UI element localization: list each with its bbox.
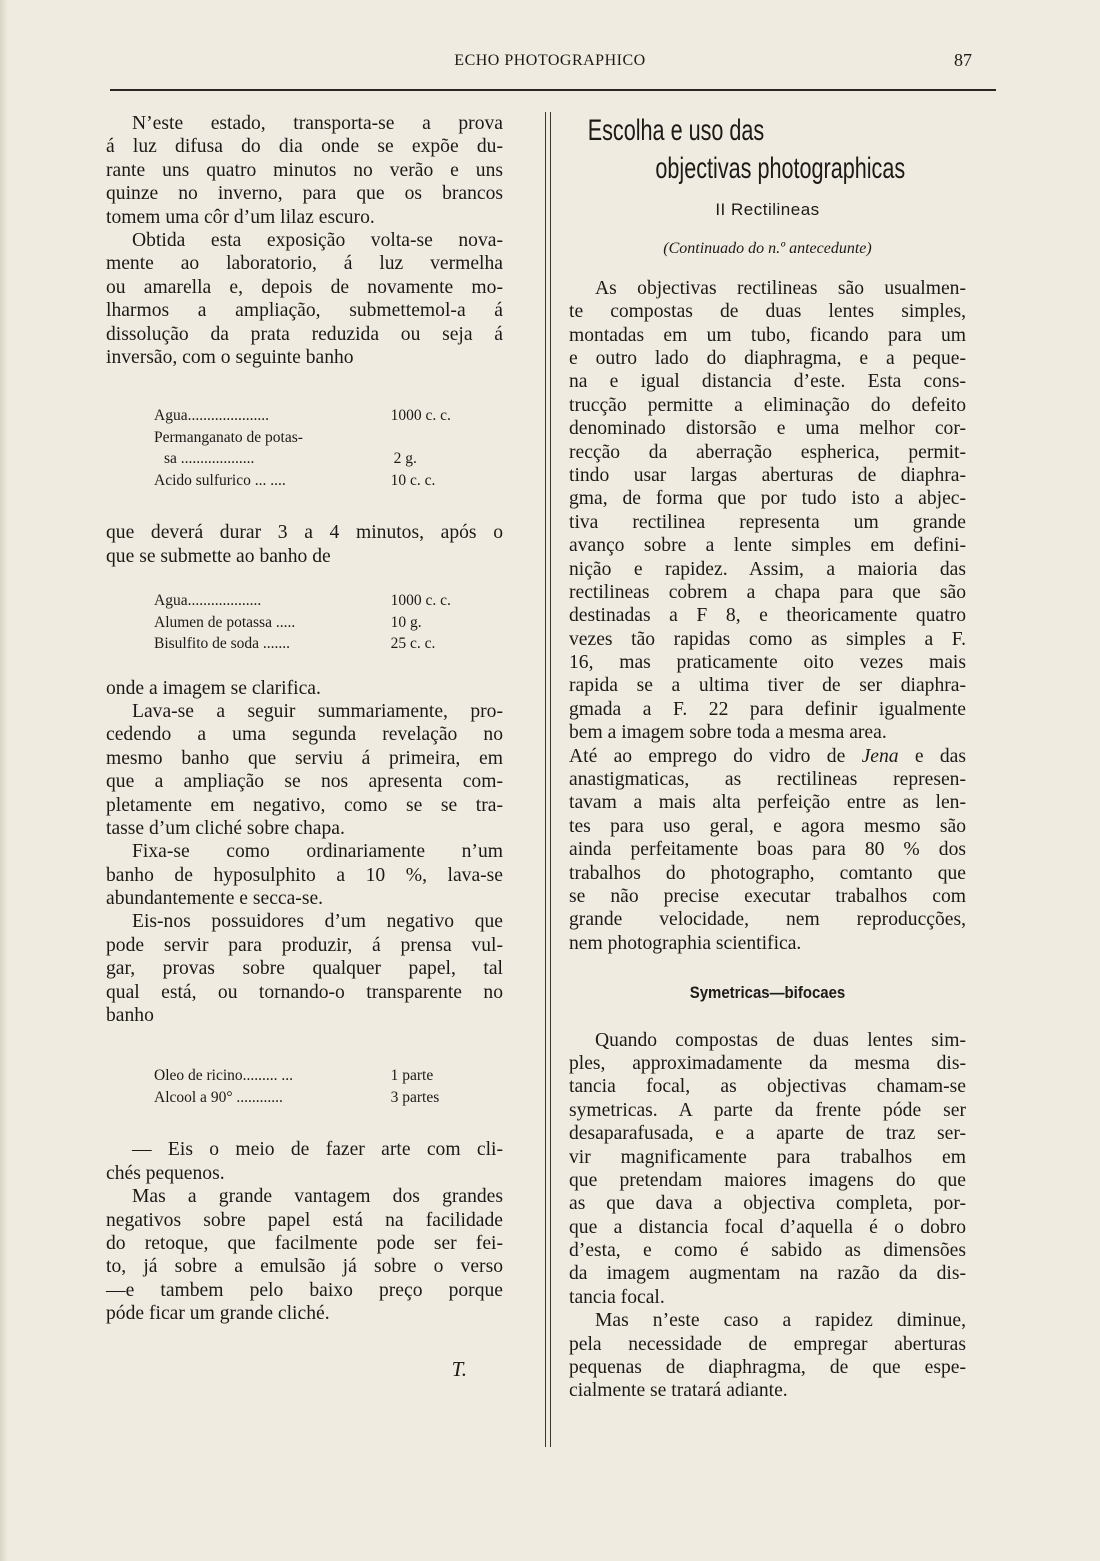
amount — [381, 427, 490, 449]
text-line: mesmo banho que serviu á primeira, em — [106, 747, 503, 769]
text-line: as que dava a objectiva completa, por- — [569, 1193, 966, 1215]
amount: 10 g. — [390, 613, 422, 631]
text-line: rapida se a ultima tiver de ser diaphra- — [569, 675, 966, 697]
recipe-table-1 — [154, 405, 490, 491]
paragraph — [569, 1029, 966, 1310]
paragraph — [569, 745, 966, 956]
text-line: vezes tão rapidas como as simples a F. — [569, 628, 966, 650]
recipe-row — [154, 612, 490, 634]
page-number: 87 — [954, 50, 972, 70]
recipe-row — [154, 470, 490, 492]
amount: 2 g. — [393, 450, 417, 468]
text-line: cedendo a uma segunda revelação no — [106, 724, 503, 746]
text-line: avanço sobre a lente simples em defini- — [569, 535, 966, 557]
text-line: tiva rectilinea representa um grande — [569, 511, 966, 533]
paragraph — [106, 1138, 503, 1185]
section-subheading: Symetricas—bifocaes — [689, 983, 846, 1003]
text-line: Até ao emprego do vidro de Jena e das — [569, 745, 966, 767]
amount: 1 parte — [390, 1067, 434, 1085]
text-line: ou amarella e, depois de novamente mo- — [106, 276, 503, 298]
paragraph — [106, 521, 503, 568]
text-line: Mas n’este caso a rapidez diminue, — [595, 1310, 966, 1332]
text-line: tasse d’um cliché sobre chapa. — [106, 817, 345, 839]
text-line: que a ampliação se nos apresenta com- — [106, 771, 503, 793]
text-line: bem a imagem sobre toda a mesma area. — [569, 722, 887, 744]
text-line: rante uns quatro minutos no verão e uns — [106, 159, 503, 181]
text-line: e outro lado do diaphragma, e a peque- — [569, 347, 966, 369]
amount: 3 partes — [390, 1088, 440, 1106]
running-title: ECHO PHOTOGRAPHICO — [454, 52, 646, 69]
paragraph — [569, 1309, 966, 1403]
section-label: II Rectilineas — [715, 200, 820, 219]
title-line: Escolha e uso das — [587, 114, 765, 147]
text-line: vir magnificamente para trabalhos em — [569, 1146, 966, 1168]
text-line: ainda perfeitamente boas para 80 % dos — [569, 839, 966, 861]
recipe-table-2 — [154, 590, 490, 655]
text-line: tancia focal, as objectivas chamam-se — [569, 1076, 966, 1098]
text-line: to, já sobre a emulsão já sobre o verso — [106, 1256, 503, 1278]
text-line: banho de hyposulphito a 10 %, lava-se — [106, 864, 503, 886]
paragraph — [569, 277, 966, 745]
text-line: tomem uma côr d’um lilaz escuro. — [106, 206, 375, 228]
text-line: dissolução da prata reduzida ou seja á — [106, 323, 503, 345]
continuation-note: (Continuado do n.º antecedunte) — [663, 240, 872, 258]
paragraph — [106, 840, 503, 910]
text-line: gar, provas sobre qualquer papel, tal — [106, 958, 503, 980]
text-line: Quando compostas de duas lentes sim- — [595, 1029, 966, 1051]
text-line: á luz difusa do dia onde se expõe du- — [106, 136, 503, 158]
text-line: —e tambem pelo baixo preço porque — [106, 1279, 503, 1301]
running-head — [0, 50, 1100, 74]
recipe-table-3 — [154, 1065, 490, 1108]
ingredient: Bisulfito de soda ....... — [154, 635, 291, 653]
text-line: chés pequenos. — [106, 1162, 225, 1184]
text-line: se não precise executar trabalhos com — [569, 885, 966, 907]
ingredient: Alumen de potassa ..... — [154, 613, 296, 631]
recipe-row — [154, 1087, 490, 1109]
amount: 25 c. c. — [390, 635, 436, 653]
text-line: 16, mas praticamente oito vezes mais — [569, 652, 966, 674]
amount: 1000 c. c. — [390, 407, 451, 425]
text-line: Eis-nos possuidores d’um negativo que — [132, 911, 503, 933]
text-line: pela necessidade de empregar aberturas — [569, 1333, 966, 1355]
text-line: montadas em um tubo, ficando para um — [569, 324, 966, 346]
recipe-row — [154, 1065, 490, 1087]
text-line: tindo usar largas aberturas de diaphra- — [569, 464, 966, 486]
page-edge-shadow — [0, 0, 8, 1561]
amount: 10 c. c. — [390, 471, 436, 489]
text-line: quinze no inverno, para que os brancos — [106, 183, 503, 205]
text-line: denominado distorsão e uma melhor cor- — [569, 418, 966, 440]
text-line: lharmos a ampliação, submettemol-a á — [106, 300, 503, 322]
ingredient: Permanganato de potas- — [154, 428, 303, 446]
text-line: que se submette ao banho de — [106, 545, 331, 567]
text-line: gmada a F. 22 para definir igualmente — [569, 698, 966, 720]
text-line: que pretendam maiores imagens do que — [569, 1169, 966, 1191]
paragraph — [106, 910, 503, 1027]
text-line: recção da aberração espherica, permit- — [569, 441, 966, 463]
recipe-row — [154, 427, 490, 449]
text-line: pode servir para produzir, á prensa vul- — [106, 934, 503, 956]
italic-term: Jena — [861, 745, 899, 767]
text-line: rectilineas cobrem a chapa para que são — [569, 581, 966, 603]
ingredient: Agua..................... — [154, 407, 269, 425]
text-line: nem photographia scientifica. — [569, 932, 802, 954]
text-line: abundantemente e secca-se. — [106, 888, 324, 910]
paragraph — [106, 112, 503, 229]
text-line: pequenas de diaphragma, de que espe- — [569, 1357, 966, 1379]
text-line: gma, de forma que por tudo isto a abjec- — [569, 488, 966, 510]
text-line: que deverá durar 3 a 4 minutos, após o — [106, 522, 503, 544]
text-line: nição e rapidez. Assim, a maioria das — [569, 558, 966, 580]
paragraph — [106, 1185, 503, 1325]
text-line: da imagem augmentam na razão da dis- — [569, 1263, 966, 1285]
text-line: — Eis o meio de fazer arte com cli- — [132, 1139, 503, 1161]
text-line: póde ficar um grande cliché. — [106, 1303, 330, 1325]
text-line: mente ao laboratorio, á luz vermelha — [106, 253, 503, 275]
text-line: Mas a grande vantagem dos grandes — [132, 1186, 503, 1208]
recipe-row — [154, 448, 490, 470]
text-line: tavam a mais alta perfeição entre as len- — [569, 792, 966, 814]
column-divider — [545, 112, 551, 1447]
text-line: N’este estado, transporta-se a prova — [132, 113, 503, 134]
author-signature: T. — [451, 1356, 467, 1381]
paragraph — [106, 677, 503, 700]
text-line: Fixa-se como ordinariamente n’um — [132, 841, 503, 863]
text-line: negativos sobre papel está na facilidade — [106, 1209, 503, 1231]
text-line: pletamente em negativo, como se se tra- — [106, 794, 503, 816]
paragraph — [106, 229, 503, 369]
text-line: inversão, com o seguinte banho — [106, 346, 354, 368]
text-line: desaparafusada, e a aparte de traz ser- — [569, 1123, 966, 1145]
text-line: te compostas de duas lentes simples, — [569, 301, 966, 323]
text-line: na e igual distancia d’este. Esta cons- — [569, 371, 966, 393]
article-title — [569, 112, 972, 188]
title-line: objectivas photographicas — [655, 152, 906, 185]
ingredient: Agua................... — [154, 592, 262, 610]
ingredient: Alcool a 90° ............ — [154, 1088, 283, 1106]
text-line: symetricas. A parte da frente póde ser — [569, 1099, 966, 1121]
text-line: destinadas a F 8, e theoricamente quatro — [569, 605, 966, 627]
ingredient: sa ................... — [164, 450, 255, 468]
text-line: trabalhos do photographo, comtanto que — [569, 862, 966, 884]
text-line: tancia focal. — [569, 1286, 665, 1308]
text-line: cialmente se tratará adiante. — [569, 1380, 788, 1402]
recipe-row — [154, 633, 490, 655]
recipe-row — [154, 405, 490, 427]
left-column — [106, 112, 503, 1381]
text-line: ples, approximadamente da mesma dis- — [569, 1052, 966, 1074]
text-line: grande velocidade, nem reproducções, — [569, 909, 966, 931]
text-line: tes para uso geral, e agora mesmo são — [569, 815, 966, 837]
text-line: qual está, ou tornando-o transparente no — [106, 981, 503, 1003]
text-line: banho — [106, 1005, 154, 1027]
right-column — [569, 112, 966, 1403]
amount: 1000 c. c. — [390, 592, 451, 610]
recipe-row — [154, 590, 490, 612]
text-line: Lava-se a seguir summariamente, pro- — [132, 700, 503, 722]
text-line: que a distancia focal d’aquella é o dobro — [569, 1216, 966, 1238]
text-line: anastigmaticas, as rectilineas represen- — [569, 769, 966, 791]
text-line: do retoque, que facilmente pode ser fei- — [106, 1233, 503, 1254]
ingredient: Acido sulfurico ... .... — [154, 471, 286, 489]
text-line: d’esta, e como é sabido as dimensões — [569, 1240, 966, 1262]
text-line: onde a imagem se clarifica. — [106, 677, 321, 699]
paragraph — [106, 700, 503, 840]
text-line: As objectivas rectilineas são usualmen- — [595, 277, 966, 299]
ingredient: Oleo de ricino......... ... — [154, 1067, 294, 1085]
header-rule — [110, 89, 996, 91]
text-line: trucção permitte a eliminação do defeito — [569, 394, 966, 416]
text-line: Obtida esta exposição volta-se nova- — [132, 229, 503, 251]
